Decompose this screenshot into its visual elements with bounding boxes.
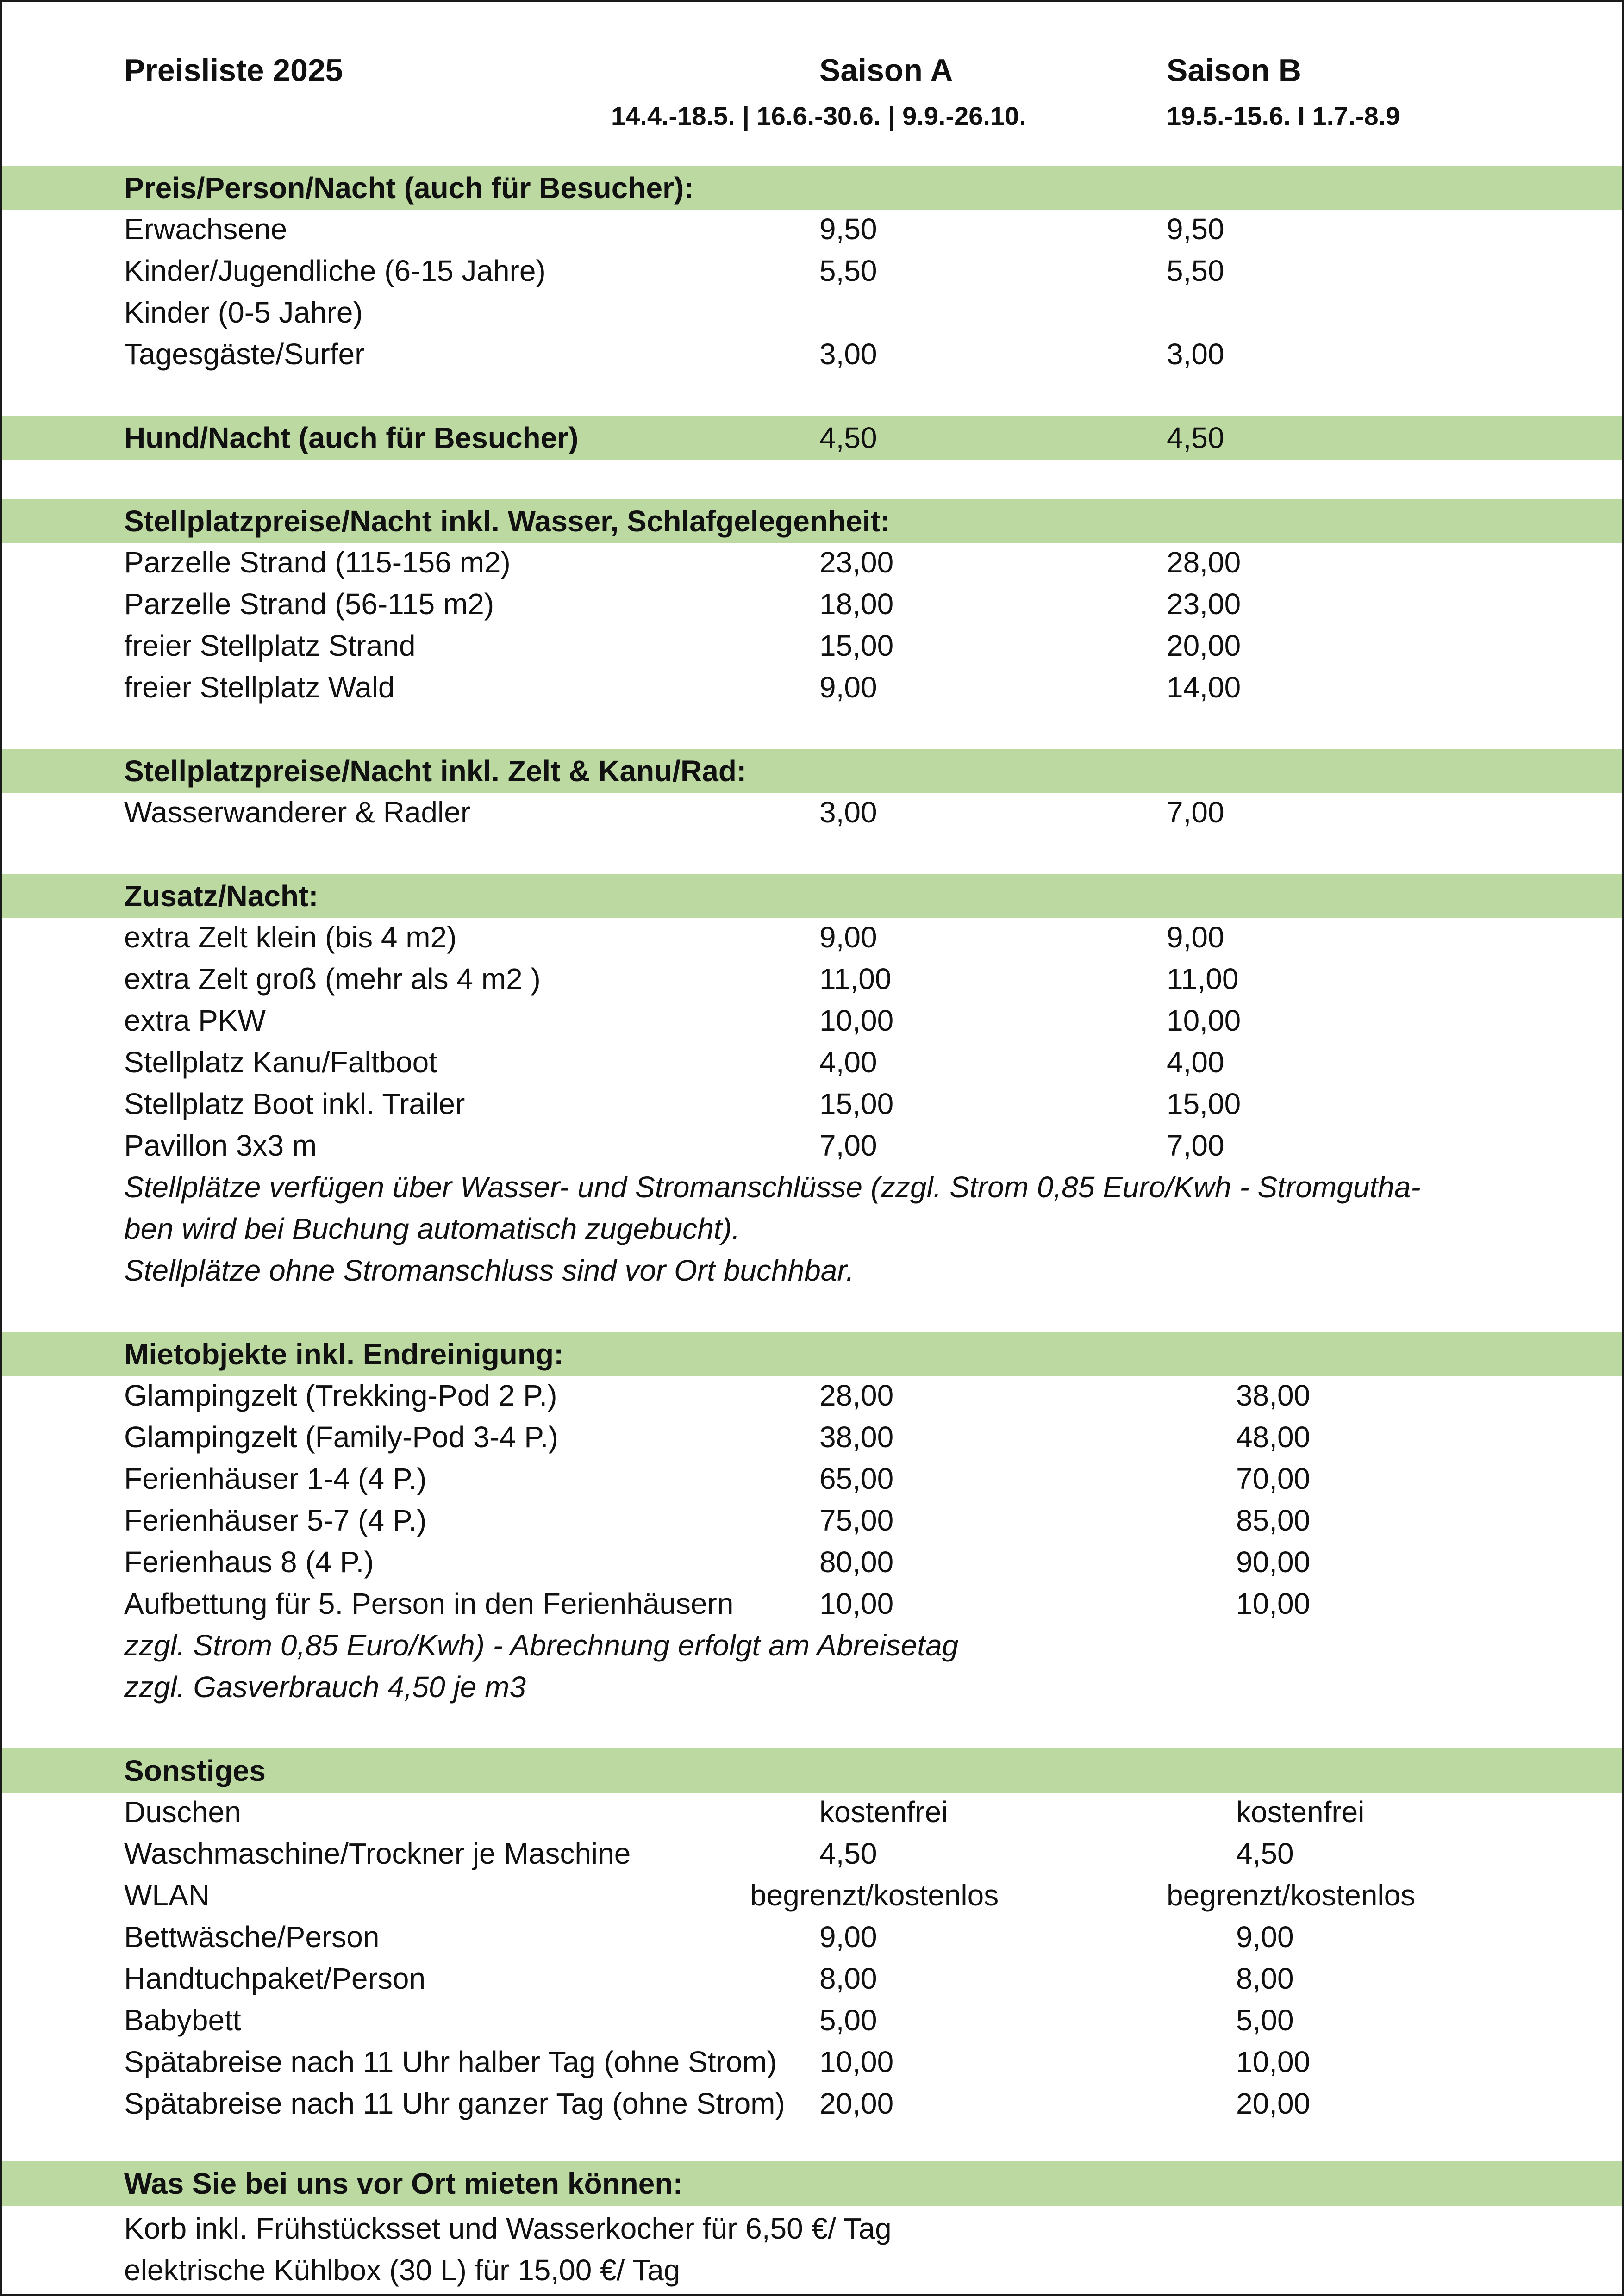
row-label: Handtuchpaket/Person (124, 1962, 426, 1995)
row-price-a: begrenzt/kostenlos (750, 1879, 999, 1912)
row-price-a: 7,00 (819, 1129, 877, 1162)
row-price-b: 9,00 (1236, 1920, 1294, 1954)
row-price-b: 9,00 (1167, 921, 1224, 954)
section-band-person (2, 166, 1622, 210)
table-row (2, 1458, 1622, 1500)
row-price-b: 10,00 (1167, 1004, 1241, 1037)
row-price-a: 9,50 (819, 212, 877, 246)
table-row (2, 625, 1622, 666)
row-price-a: 10,00 (819, 2045, 894, 2078)
table-row (2, 791, 1622, 833)
row-label: Ferienhäuser 1-4 (4 P.) (124, 1462, 427, 1495)
table-row (2, 1083, 1622, 1125)
row-price-a: 9,00 (819, 671, 877, 704)
row-price-a: 23,00 (819, 546, 894, 579)
dog-price-a: 4,50 (819, 421, 877, 454)
row-label: Korb inkl. Frühstücksset und Wasserkocher für 6,50 €/ Tag (124, 2212, 892, 2245)
row-price-b: 10,00 (1236, 2045, 1311, 2078)
row-price-a: 9,00 (819, 921, 877, 954)
row-label: extra PKW (124, 1004, 266, 1037)
section-title: Stellplatzpreise/Nacht inkl. Wasser, Schlafgelegenheit: (124, 504, 891, 538)
table-row (2, 208, 1622, 250)
table-row (2, 333, 1622, 375)
section-band-pitches (2, 499, 1622, 543)
dog-price-b: 4,50 (1167, 421, 1224, 454)
season-a-dates: 14.4.-18.5. | 16.6.-30.6. | 9.9.-26.10. (611, 101, 1026, 131)
row-price-b: 28,00 (1167, 546, 1241, 579)
table-row (2, 1958, 1622, 1999)
table-row (2, 1500, 1622, 1541)
note-line (2, 1250, 1622, 1291)
table-row (2, 1874, 1622, 1916)
section-band-onsite-rental (2, 2161, 1622, 2206)
row-price-a: 5,50 (819, 254, 877, 287)
list-item (2, 2208, 1622, 2249)
section-band-rentals (2, 1332, 1622, 1376)
row-label: Duschen (124, 1795, 241, 1829)
row-label: freier Stellplatz Wald (124, 671, 395, 704)
row-price-b: 23,00 (1167, 587, 1241, 621)
note-line (2, 1166, 1622, 1208)
note-line (2, 1666, 1622, 1708)
row-price-a: 80,00 (819, 1545, 894, 1579)
row-price-b: 3,00 (1167, 337, 1224, 371)
row-price-a: 65,00 (819, 1462, 894, 1495)
row-price-a: 11,00 (819, 962, 892, 996)
row-label: extra Zelt klein (bis 4 m2) (124, 921, 457, 954)
row-label: Babybett (124, 2004, 241, 2037)
row-price-b: 90,00 (1236, 1545, 1311, 1579)
row-price-b: 4,00 (1167, 1045, 1224, 1079)
section-rows-rentals (2, 1375, 1622, 1708)
row-price-a: kostenfrei (819, 1795, 948, 1829)
row-label: Stellplatz Boot inkl. Trailer (124, 1087, 465, 1120)
row-price-b: 4,50 (1236, 1837, 1294, 1870)
section-band-extras (2, 874, 1622, 918)
row-price-b: 15,00 (1167, 1087, 1241, 1120)
row-label: Kinder (0-5 Jahre) (124, 296, 363, 329)
row-label: Stellplatz Kanu/Faltboot (124, 1045, 437, 1079)
row-label: WLAN (124, 1879, 210, 1912)
table-row (2, 292, 1622, 333)
section-rows-onsite-rental (2, 2208, 1622, 2291)
section-band-tent-pitches (2, 749, 1622, 793)
season-b-heading: Saison B (1167, 53, 1301, 88)
row-price-b: 20,00 (1167, 629, 1241, 662)
note-text: Stellplätze verfügen über Wasser- und Stromanschlüsse (zzgl. Strom 0,85 Euro/Kwh - Stromgutha- (124, 1170, 1421, 1204)
row-price-a: 8,00 (819, 1962, 877, 1995)
row-label: Parzelle Strand (56-115 m2) (124, 587, 494, 621)
row-price-b: 38,00 (1236, 1379, 1311, 1412)
table-row (2, 1916, 1622, 1958)
row-price-b: begrenzt/kostenlos (1167, 1879, 1416, 1912)
section-band-dog (2, 416, 1622, 460)
table-row (2, 2041, 1622, 2083)
section-title: Hund/Nacht (auch für Besucher) (124, 421, 579, 454)
row-label: elektrische Kühlbox (30 L) für 15,00 €/ Tag (124, 2253, 681, 2287)
row-label: Glampingzelt (Family-Pod 3-4 P.) (124, 1420, 558, 1454)
row-price-a: 15,00 (819, 629, 894, 662)
section-title: Sonstiges (124, 1754, 266, 1787)
season-b-dates: 19.5.-15.6. I 1.7.-8.9 (1167, 101, 1400, 131)
section-rows-person (2, 208, 1622, 375)
row-price-a: 18,00 (819, 587, 894, 621)
section-title: Stellplatzpreise/Nacht inkl. Zelt & Kanu/Rad: (124, 754, 747, 788)
season-a-heading: Saison A (819, 53, 953, 88)
section-band-misc (2, 1748, 1622, 1793)
note-text: zzgl. Strom 0,85 Euro/Kwh) - Abrechnung erfolgt am Abreisetag (124, 1629, 959, 1662)
section-title: Zusatz/Nacht: (124, 879, 319, 913)
table-row (2, 250, 1622, 292)
table-row (2, 916, 1622, 958)
table-row (2, 1375, 1622, 1416)
note-text: Stellplätze ohne Stromanschluss sind vor Ort buchhbar. (124, 1254, 855, 1287)
note-text: ben wird bei Buchung automatisch zugebucht). (124, 1212, 740, 1245)
row-price-b: 14,00 (1167, 671, 1241, 704)
table-row (2, 1833, 1622, 1874)
table-row (2, 1000, 1622, 1041)
row-price-b: 8,00 (1236, 1962, 1294, 1995)
row-price-b: 10,00 (1236, 1587, 1311, 1620)
row-price-a: 4,50 (819, 1837, 877, 1870)
row-label: Spätabreise nach 11 Uhr ganzer Tag (ohne Strom) (124, 2087, 785, 2120)
row-label: Pavillon 3x3 m (124, 1129, 317, 1162)
row-label: freier Stellplatz Strand (124, 629, 416, 662)
section-title: Preis/Person/Nacht (auch für Besucher): (124, 171, 694, 205)
section-rows-tent-pitches (2, 791, 1622, 833)
note-line (2, 1624, 1622, 1666)
row-price-a: 3,00 (819, 337, 877, 371)
note-text: zzgl. Gasverbrauch 4,50 je m3 (124, 1670, 526, 1704)
table-row (2, 958, 1622, 1000)
section-rows-misc (2, 1791, 1622, 2124)
row-price-a: 10,00 (819, 1587, 894, 1620)
table-row (2, 2083, 1622, 2124)
row-label: Bettwäsche/Person (124, 1920, 380, 1954)
table-row (2, 1125, 1622, 1166)
table-row (2, 1041, 1622, 1083)
row-price-a: 15,00 (819, 1087, 894, 1120)
row-price-b: 9,50 (1167, 212, 1224, 246)
row-price-a: 5,00 (819, 2004, 877, 2037)
row-price-a: 20,00 (819, 2087, 894, 2120)
table-row (2, 583, 1622, 625)
row-price-b: 7,00 (1167, 796, 1224, 829)
section-title: Was Sie bei uns vor Ort mieten können: (124, 2167, 683, 2200)
row-price-b: 7,00 (1167, 1129, 1224, 1162)
list-item (2, 2249, 1622, 2291)
row-price-b: kostenfrei (1236, 1795, 1365, 1829)
row-price-b: 70,00 (1236, 1462, 1311, 1495)
table-row (2, 1999, 1622, 2041)
table-row (2, 541, 1622, 583)
row-price-a: 9,00 (819, 1920, 877, 1954)
row-label: Aufbettung für 5. Person in den Ferienhäusern (124, 1587, 734, 1620)
table-row (2, 1583, 1622, 1624)
row-label: Tagesgäste/Surfer (124, 337, 365, 371)
row-label: Spätabreise nach 11 Uhr halber Tag (ohne Strom) (124, 2045, 777, 2078)
row-label: Ferienhaus 8 (4 P.) (124, 1545, 374, 1579)
row-label: Wasserwanderer & Radler (124, 796, 471, 829)
row-price-b: 5,50 (1167, 254, 1224, 287)
row-price-b: 20,00 (1236, 2087, 1311, 2120)
row-label: Kinder/Jugendliche (6-15 Jahre) (124, 254, 546, 287)
section-title: Mietobjekte inkl. Endreinigung: (124, 1338, 564, 1371)
row-price-a: 75,00 (819, 1504, 894, 1537)
row-price-a: 4,00 (819, 1045, 877, 1079)
row-label: extra Zelt groß (mehr als 4 m2 ) (124, 962, 541, 996)
table-row (2, 1791, 1622, 1833)
section-rows-extras (2, 916, 1622, 1291)
row-price-b: 5,00 (1236, 2004, 1294, 2037)
row-price-a: 10,00 (819, 1004, 894, 1037)
row-label: Ferienhäuser 5-7 (4 P.) (124, 1504, 427, 1537)
table-row (2, 666, 1622, 708)
row-label: Waschmaschine/Trockner je Maschine (124, 1837, 631, 1870)
row-label: Erwachsene (124, 212, 287, 246)
section-rows-pitches (2, 541, 1622, 708)
row-price-b: 11,00 (1167, 962, 1239, 996)
note-line (2, 1208, 1622, 1250)
row-label: Parzelle Strand (115-156 m2) (124, 546, 511, 579)
row-price-a: 38,00 (819, 1420, 894, 1454)
row-price-b: 48,00 (1236, 1420, 1311, 1454)
row-label: Glampingzelt (Trekking-Pod 2 P.) (124, 1379, 557, 1412)
row-price-b: 85,00 (1236, 1504, 1311, 1537)
table-row (2, 1541, 1622, 1583)
row-price-a: 3,00 (819, 796, 877, 829)
row-price-a: 28,00 (819, 1379, 894, 1412)
table-row (2, 1416, 1622, 1458)
page-title: Preisliste 2025 (124, 53, 343, 88)
